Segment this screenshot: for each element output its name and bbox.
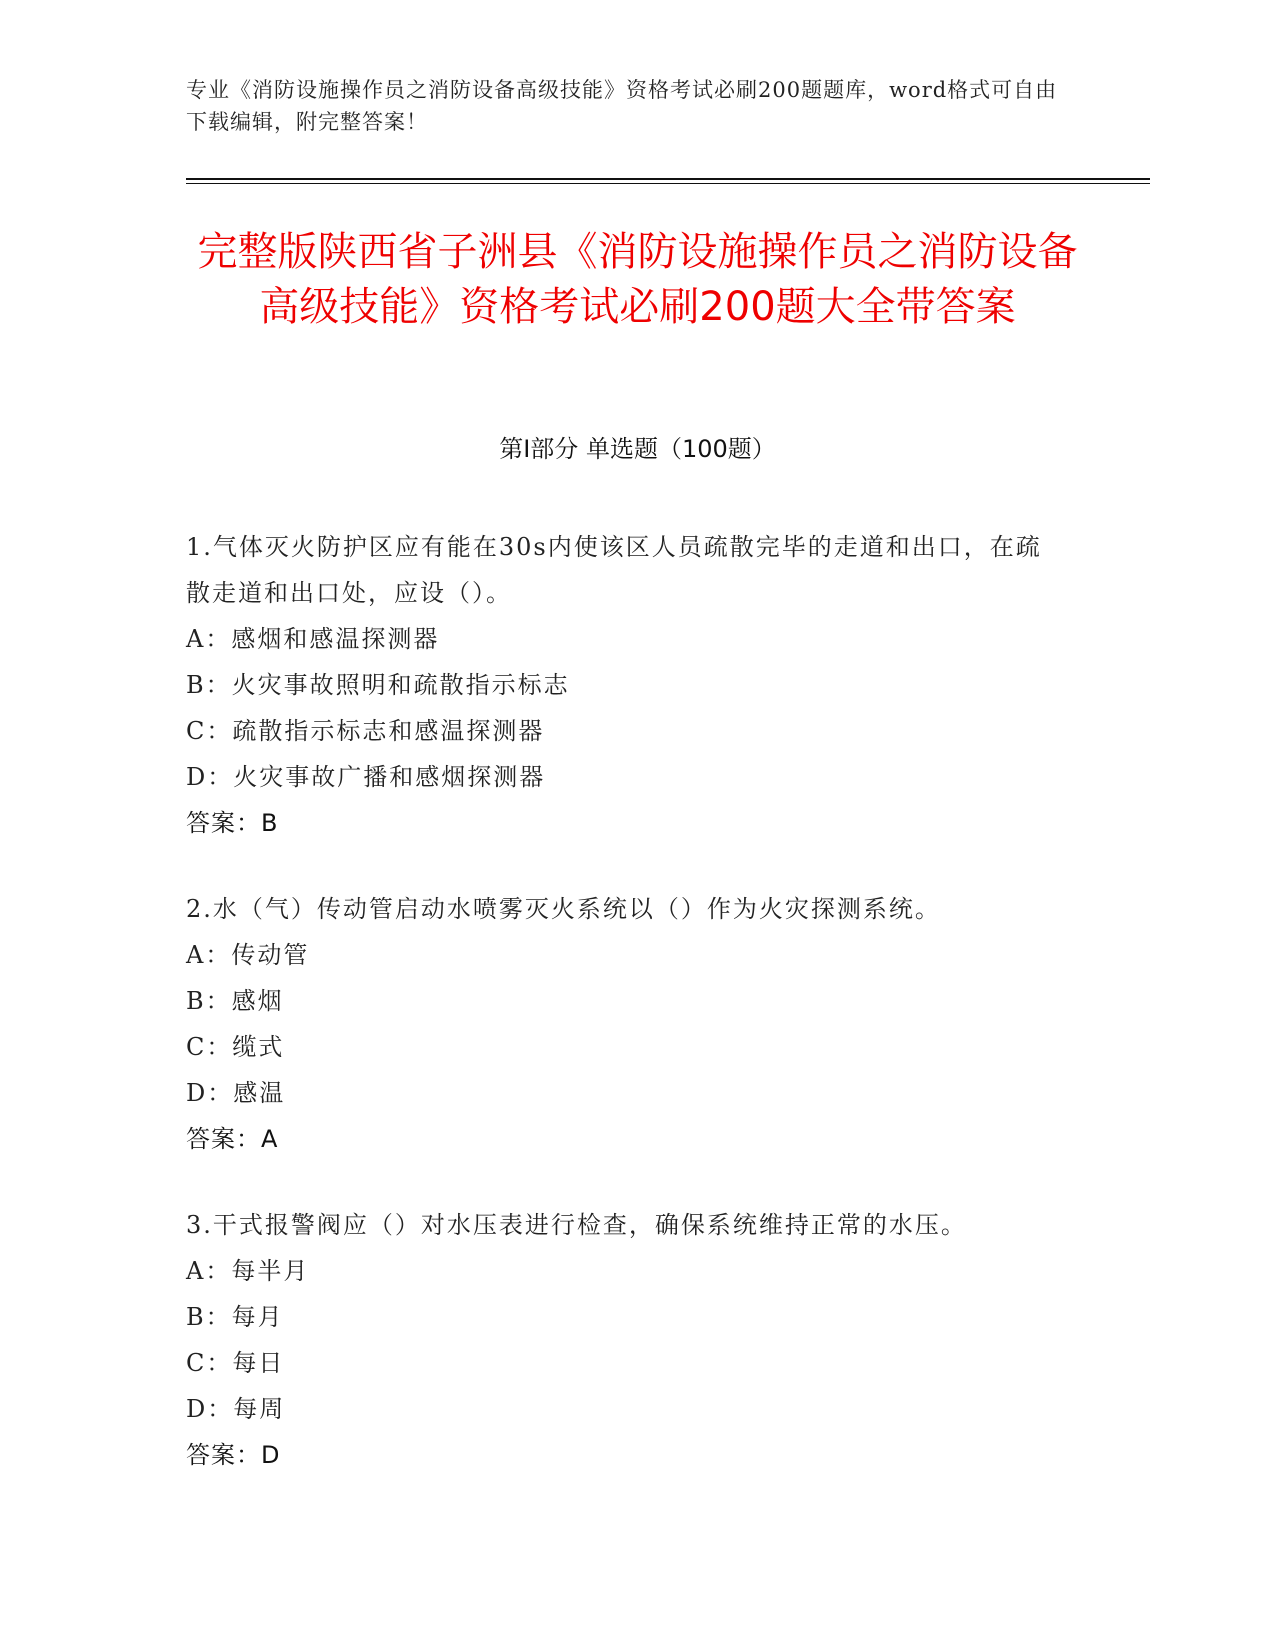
section-heading: 第I部分 单选题（100题） — [499, 435, 776, 463]
option-d: D：火灾事故广播和感烟探测器 — [186, 763, 546, 791]
option-c: C：每日 — [186, 1349, 285, 1377]
option-b: B：感烟 — [186, 987, 284, 1015]
question-stem: 3.干式报警阀应（）对水压表进行检查，确保系统维持正常的水压。 — [186, 1211, 967, 1239]
option-a: A：感烟和感温探测器 — [186, 625, 440, 653]
answer-line: 答案：A — [186, 1125, 279, 1153]
question-stem: 1.气体灭火防护区应有能在30s内使该区人员疏散完毕的走道和出口，在疏散走道和出口处，应设（）。 — [186, 533, 1042, 607]
option-d: D：感温 — [186, 1079, 286, 1107]
header-note: 专业《消防设施操作员之消防设备高级技能》资格考试必刷200题题库，word格式可自由下载编辑，附完整答案！ — [186, 78, 1058, 134]
option-b: B：火灾事故照明和疏散指示标志 — [186, 671, 570, 699]
question-item — [186, 886, 1066, 1162]
header-rule-thick — [186, 178, 1150, 180]
question-stem: 2.水（气）传动管启动水喷雾灭火系统以（）作为火灾探测系统。 — [186, 895, 941, 923]
option-c: C：疏散指示标志和感温探测器 — [186, 717, 545, 745]
option-b: B：每月 — [186, 1303, 284, 1331]
option-a: A：每半月 — [186, 1257, 310, 1285]
option-c: C：缆式 — [186, 1033, 285, 1061]
question-item — [186, 1202, 1066, 1478]
answer-line: 答案：D — [186, 1441, 281, 1469]
header-rule-thin — [186, 183, 1150, 184]
option-d: D：每周 — [186, 1395, 286, 1423]
answer-line: 答案：B — [186, 809, 279, 837]
document-title: 完整版陕西省子洲县《消防设施操作员之消防设备高级技能》资格考试必刷200题大全带答案 — [197, 229, 1078, 330]
option-a: A：传动管 — [186, 941, 310, 969]
question-item — [186, 524, 1066, 846]
